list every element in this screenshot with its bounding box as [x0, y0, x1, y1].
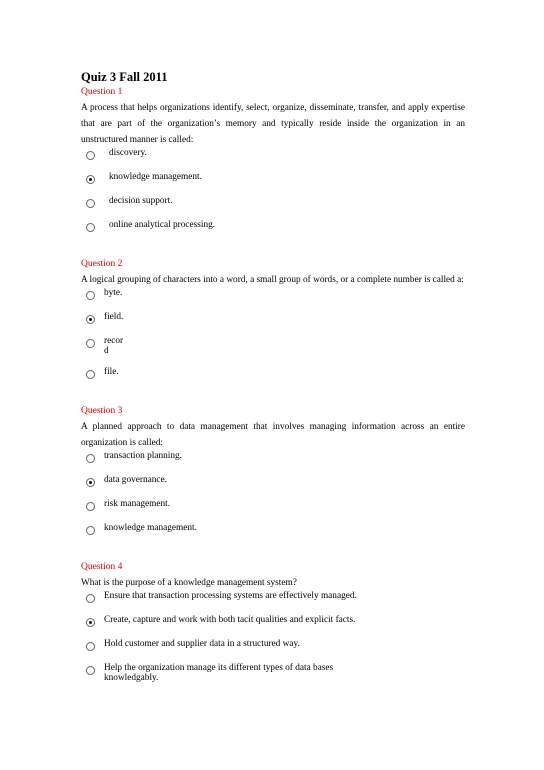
question-3 — [81, 405, 465, 547]
answer-option[interactable] — [81, 475, 465, 499]
answer-option[interactable] — [81, 523, 465, 547]
radio-button[interactable] — [86, 339, 95, 348]
answer-label: transaction planning. — [104, 451, 182, 461]
answer-option[interactable] — [81, 172, 465, 196]
answer-option[interactable] — [81, 451, 465, 475]
radio-button-selected[interactable] — [86, 618, 95, 627]
answer-option[interactable] — [81, 196, 465, 220]
answer-label: file. — [104, 367, 119, 377]
radio-button-selected[interactable] — [86, 175, 95, 184]
answer-label: discovery. — [109, 148, 147, 158]
answer-option[interactable] — [81, 288, 465, 312]
answer-option[interactable] — [81, 336, 465, 367]
answer-label: field. — [104, 312, 124, 322]
question-4 — [81, 561, 465, 694]
answer-option[interactable] — [81, 639, 465, 663]
radio-button[interactable] — [86, 502, 95, 511]
answer-label: data governance. — [104, 475, 167, 485]
radio-button[interactable] — [86, 594, 95, 603]
answer-option[interactable] — [81, 367, 465, 391]
radio-button[interactable] — [86, 666, 95, 675]
answer-option[interactable] — [81, 312, 465, 336]
answer-label: Ensure that transaction processing systems are effectively managed. — [104, 591, 357, 601]
radio-button[interactable] — [86, 642, 95, 651]
radio-button[interactable] — [86, 151, 95, 160]
radio-button[interactable] — [86, 370, 95, 379]
question-label: Question 1 — [81, 87, 123, 97]
answer-option[interactable] — [81, 499, 465, 523]
radio-button[interactable] — [86, 223, 95, 232]
question-1 — [81, 86, 465, 244]
answer-option[interactable] — [81, 591, 465, 615]
answer-label: risk management. — [104, 499, 171, 509]
quiz-page — [81, 70, 465, 694]
answer-label: record — [104, 336, 124, 356]
page-title: Quiz 3 Fall 2011 — [81, 70, 168, 84]
answer-option[interactable] — [81, 220, 465, 244]
answer-option[interactable] — [81, 148, 465, 172]
answer-label: Help the organization manage its different types of data bases knowledgably. — [104, 663, 334, 683]
radio-button-selected[interactable] — [86, 478, 95, 487]
radio-button-selected[interactable] — [86, 315, 95, 324]
answer-label: byte. — [104, 288, 123, 298]
question-2 — [81, 258, 465, 391]
radio-button[interactable] — [86, 526, 95, 535]
question-text: A process that helps organizations identify, select, organize, disseminate, transfer, and apply expertise that are part of the organization’s memory and typically reside inside the organization in an unstructured manner is called: — [81, 103, 465, 145]
question-label: Question 2 — [81, 259, 123, 269]
question-label: Question 4 — [81, 562, 123, 572]
answer-option[interactable] — [81, 663, 465, 694]
answer-label: online analytical processing. — [109, 220, 216, 230]
question-text: A logical grouping of characters into a word, a small group of words, or a complete number is called a: — [81, 275, 464, 285]
question-label: Question 3 — [81, 406, 123, 416]
radio-button[interactable] — [86, 199, 95, 208]
question-text: A planned approach to data management that involves managing information across an entire organization is called: — [81, 422, 465, 448]
answer-label: knowledge management. — [109, 172, 202, 182]
radio-button[interactable] — [86, 454, 95, 463]
answer-label: decision support. — [109, 196, 173, 206]
answer-label: Create, capture and work with both tacit qualities and explicit facts. — [104, 615, 356, 625]
answer-option[interactable] — [81, 615, 465, 639]
answer-label: Hold customer and supplier data in a structured way. — [104, 639, 300, 649]
radio-button[interactable] — [86, 291, 95, 300]
answer-label: knowledge management. — [104, 523, 197, 533]
question-text: What is the purpose of a knowledge management system? — [81, 578, 297, 588]
